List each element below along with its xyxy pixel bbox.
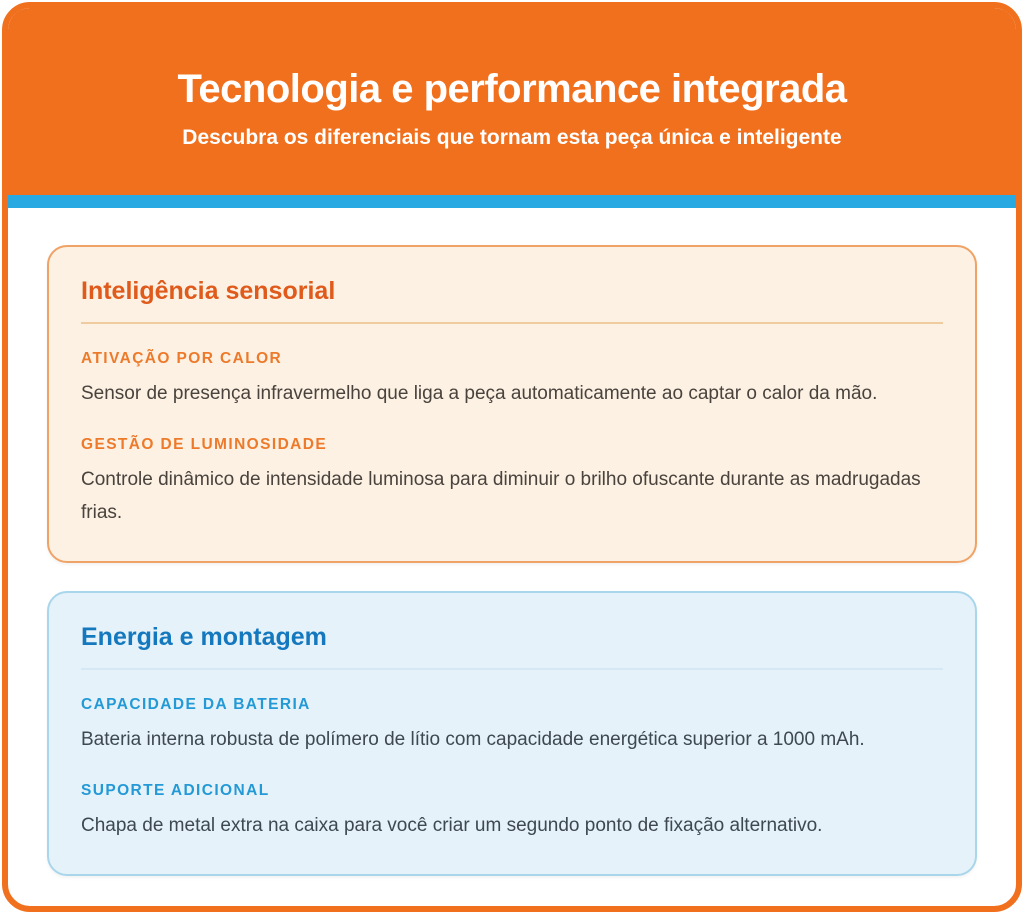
content-area xyxy=(8,208,1016,876)
feature-capacidade-da-bateria xyxy=(81,696,943,756)
feature-label: ATIVAÇÃO POR CALOR xyxy=(81,350,283,367)
accent-stripe xyxy=(8,195,1016,208)
feature-label: SUPORTE ADICIONAL xyxy=(81,782,270,800)
feature-description: Controle dinâmico de intensidade luminosa para diminuir o brilho ofuscante durante as madrugadas frias. xyxy=(81,469,921,523)
feature-description: Bateria interna robusta de polímero de lítio com capacidade energética superior a 1000 mAh. xyxy=(81,728,865,750)
card-title: Inteligência sensorial xyxy=(81,277,336,305)
feature-description: Sensor de presença infravermelho que liga a peça automaticamente ao captar o calor da mão. xyxy=(81,383,878,404)
card-energia-e-montagem xyxy=(47,591,977,877)
card-divider xyxy=(81,322,943,324)
page-header xyxy=(8,8,1016,195)
feature-label: CAPACIDADE DA BATERIA xyxy=(81,695,311,713)
card-title: Energia e montagem xyxy=(81,622,327,651)
feature-gestao-de-luminosidade xyxy=(81,436,943,529)
page-title: Tecnologia e performance integrada xyxy=(177,66,847,111)
card-divider xyxy=(81,668,943,670)
feature-label: GESTÃO DE LUMINOSIDADE xyxy=(81,436,328,454)
page-subtitle: Descubra os diferenciais que tornam esta peça única e inteligente xyxy=(182,125,842,149)
feature-ativacao-por-calor xyxy=(81,350,943,410)
card-inteligencia-sensorial xyxy=(47,245,977,563)
feature-suporte-adicional xyxy=(81,782,943,842)
page-frame xyxy=(2,2,1022,912)
feature-description: Chapa de metal extra na caixa para você criar um segundo ponto de fixação alternativo. xyxy=(81,815,823,837)
